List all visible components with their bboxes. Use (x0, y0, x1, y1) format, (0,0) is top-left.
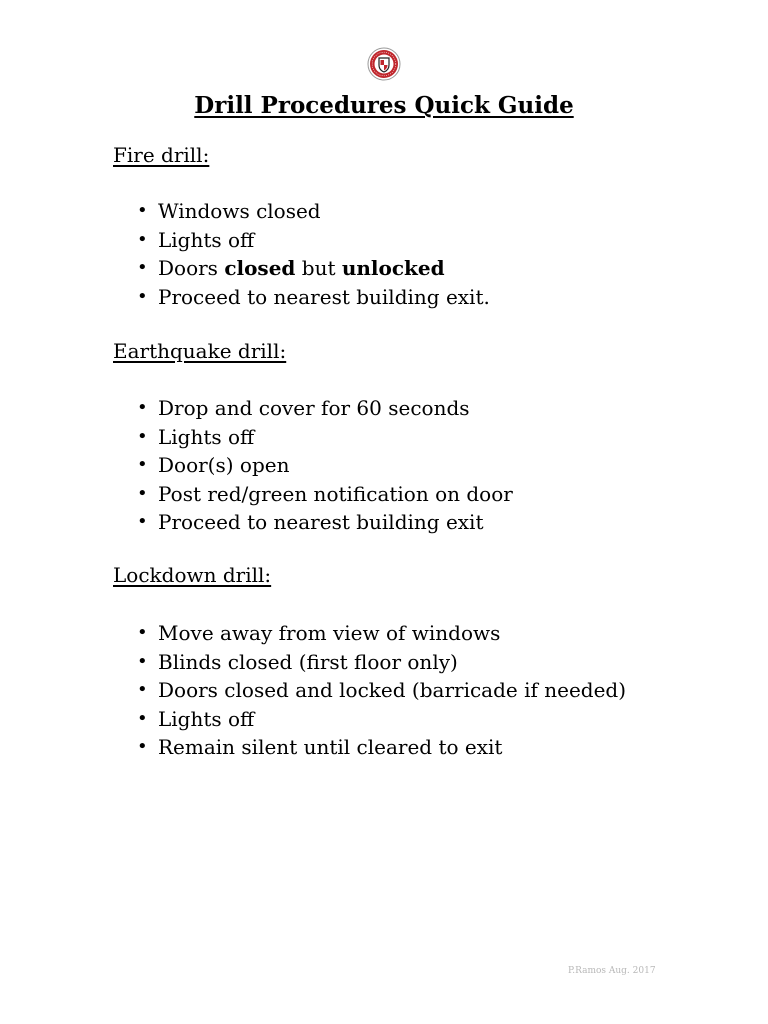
emphasis-closed: closed (224, 256, 296, 280)
list-item: • Doors closed and locked (barricade if needed) (113, 676, 626, 705)
bullet-icon: • (137, 257, 148, 278)
list-item: • Move away from view of windows (113, 619, 626, 648)
bullet-icon: • (137, 285, 148, 307)
bullet-icon: • (137, 511, 148, 532)
list-item: • Remain silent until cleared to exit (113, 733, 626, 762)
section-heading-lockdown-drill: Lockdown drill: (113, 563, 272, 587)
list-item: • Windows closed (113, 197, 490, 226)
bullet-icon: • (137, 736, 148, 757)
list-item: • Lights off (113, 705, 626, 734)
bullet-icon: • (137, 650, 148, 672)
page-title: Drill Procedures Quick Guide (194, 92, 574, 119)
list-item: • Proceed to nearest building exit. (113, 283, 490, 312)
bullet-icon: • (137, 397, 148, 418)
bullet-icon: • (137, 228, 148, 250)
bullet-icon: • (137, 454, 148, 475)
earthquake-drill-list (113, 394, 513, 537)
section-heading-earthquake-drill: Earthquake drill: (113, 339, 287, 363)
school-seal-logo (367, 47, 401, 81)
list-item: • Door(s) open (113, 451, 513, 480)
section-heading-fire-drill: Fire drill: (113, 143, 210, 167)
footer-signature: P.Ramos Aug. 2017 (568, 966, 656, 976)
list-item: • Lights off (113, 423, 513, 452)
bullet-icon: • (137, 200, 148, 221)
bullet-icon: • (137, 482, 148, 504)
list-item: • Post red/green notification on door (113, 480, 513, 509)
bullet-icon: • (137, 707, 148, 729)
bullet-icon: • (137, 622, 148, 643)
fire-drill-list (113, 197, 490, 311)
lockdown-drill-list (113, 619, 626, 762)
emphasis-unlocked: unlocked (341, 256, 445, 280)
bullet-icon: • (137, 425, 148, 447)
list-item: • Doors closed but unlocked (113, 254, 490, 283)
list-item: • Proceed to nearest building exit (113, 508, 513, 537)
list-item: • Blinds closed (first floor only) (113, 648, 626, 677)
bullet-icon: • (137, 679, 148, 700)
list-item: • Drop and cover for 60 seconds (113, 394, 513, 423)
list-item: • Lights off (113, 226, 490, 255)
